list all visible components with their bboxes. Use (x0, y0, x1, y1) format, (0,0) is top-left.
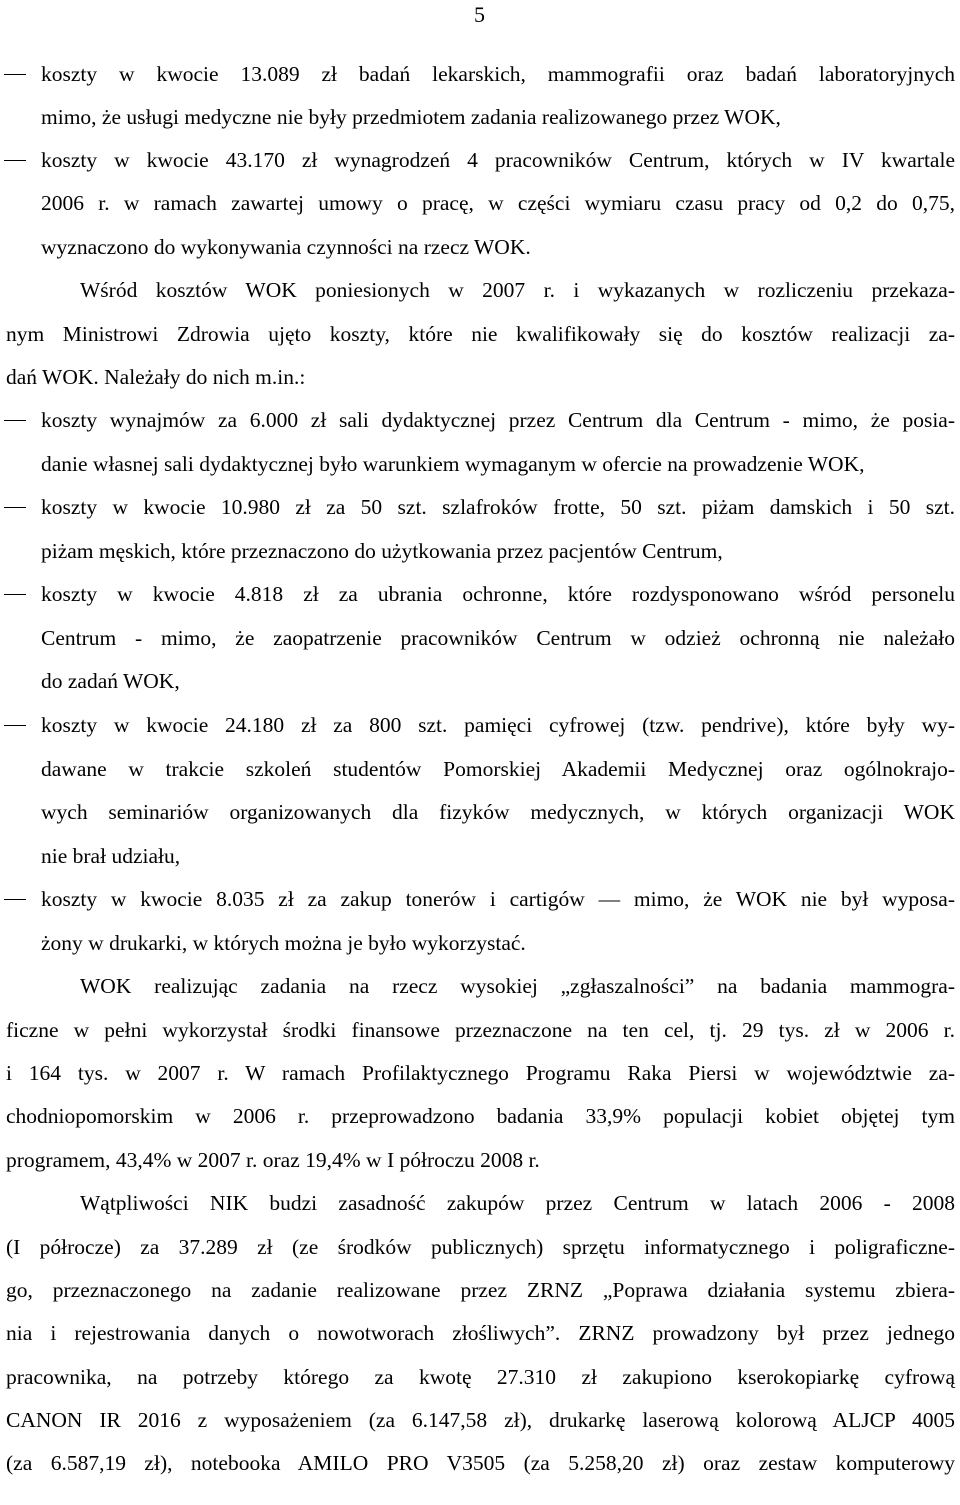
line-text: koszty wynajmów za 6.000 zł sali dydaktycznej przez Centrum dla Centrum - mimo, że posia- (41, 408, 955, 432)
line-text: wyznaczono do wykonywania czynności na rzecz WOK. (41, 235, 531, 259)
list-dash (4, 507, 26, 508)
list-dash (4, 899, 26, 900)
line-text: nie brał udziału, (41, 844, 181, 868)
line-text: WOK realizując zadania na rzecz wysokiej „zgłaszalności” na badania mammogra- (80, 974, 955, 998)
line-text: piżam męskich, które przeznaczono do użytkowania przez pacjentów Centrum, (41, 539, 723, 563)
line-text: nym Ministrowi Zdrowia ujęto koszty, które nie kwalifikowały się do kosztów realizacji za- (6, 322, 955, 346)
text-line (0, 841, 960, 871)
line-text: dań WOK. Należały do nich m.in.: (6, 365, 306, 389)
text-line (0, 928, 960, 958)
text-line (0, 492, 960, 522)
text-line (0, 797, 960, 827)
list-dash (4, 594, 26, 595)
text-line (0, 1188, 960, 1218)
line-text: koszty w kwocie 8.035 zł za zakup tonerów i cartigów — mimo, że WOK nie był wyposa- (41, 887, 955, 911)
text-line (0, 536, 960, 566)
text-line (0, 59, 960, 89)
line-text: (I półrocze) za 37.289 zł (ze środków publicznych) sprzętu informatycznego i poligraficzne- (6, 1235, 955, 1259)
text-line (0, 666, 960, 696)
text-line (0, 145, 960, 175)
line-text: wych seminariów organizowanych dla fizyków medycznych, w których organizacji WOK (41, 800, 955, 824)
line-text: koszty w kwocie 43.170 zł wynagrodzeń 4 pracowników Centrum, których w IV kwartale (41, 148, 955, 172)
line-text: danie własnej sali dydaktycznej było warunkiem wymaganym w ofercie na prowadzenie WOK, (41, 452, 865, 476)
line-text: ficzne w pełni wykorzystał środki finansowe przeznaczone na ten cel, tj. 29 tys. zł w 2006 r. (6, 1018, 955, 1042)
text-line (0, 623, 960, 653)
line-text: pracownika, na potrzeby którego za kwotę 27.310 zł zakupiono kserokopiarkę cyfrową (6, 1365, 955, 1389)
line-text: dawane w trakcie szkoleń studentów Pomorskiej Akademii Medycznej oraz ogólnokrajo- (41, 757, 955, 781)
line-text: go, przeznaczonego na zadanie realizowane przez ZRNZ „Poprawa działania systemu zbiera- (6, 1278, 955, 1302)
text-line (0, 1058, 960, 1088)
line-text: do zadań WOK, (41, 669, 180, 693)
line-text: koszty w kwocie 4.818 zł za ubrania ochronne, które rozdysponowano wśród personelu (41, 582, 955, 606)
line-text: Wśród kosztów WOK poniesionych w 2007 r. i wykazanych w rozliczeniu przekaza- (80, 278, 955, 302)
line-text: 2006 r. w ramach zawartej umowy o pracę, w części wymiaru czasu pracy od 0,2 do 0,75, (41, 191, 955, 215)
line-text: Wątpliwości NIK budzi zasadność zakupów przez Centrum w latach 2006 - 2008 (80, 1191, 955, 1215)
text-line (0, 971, 960, 1001)
text-line (0, 362, 960, 392)
line-text: koszty w kwocie 13.089 zł badań lekarskich, mammografii oraz badań laboratoryjnych (41, 62, 955, 86)
list-dash (4, 160, 26, 161)
list-dash (4, 725, 26, 726)
text-line (0, 754, 960, 784)
text-line (0, 579, 960, 609)
text-line (0, 405, 960, 435)
line-text: koszty w kwocie 10.980 zł za 50 szt. szlafroków frotte, 50 szt. piżam damskich i 50 szt. (41, 495, 955, 519)
text-line (0, 1101, 960, 1131)
text-line (0, 1232, 960, 1262)
text-line (0, 884, 960, 914)
text-line (0, 1318, 960, 1348)
line-text: nia i rejestrowania danych o nowotworach złośliwych”. ZRNZ prowadzony był przez jednego (6, 1321, 955, 1345)
line-text: Centrum - mimo, że zaopatrzenie pracowników Centrum w odzież ochronną nie należało (41, 626, 955, 650)
line-text: programem, 43,4% w 2007 r. oraz 19,4% w I półroczu 2008 r. (6, 1148, 540, 1172)
text-line (0, 449, 960, 479)
text-line (0, 275, 960, 305)
text-line (0, 1362, 960, 1392)
list-dash (4, 420, 26, 421)
line-text: mimo, że usługi medyczne nie były przedmiotem zadania realizowanego przez WOK, (41, 105, 781, 129)
text-line (0, 1448, 960, 1478)
text-line (0, 319, 960, 349)
line-text: i 164 tys. w 2007 r. W ramach Profilaktycznego Programu Raka Piersi w województwie za- (6, 1061, 955, 1085)
line-text: CANON IR 2016 z wyposażeniem (za 6.147,58 zł), drukarkę laserową kolorową ALJCP 4005 (6, 1408, 955, 1432)
text-line (0, 102, 960, 132)
text-line (0, 188, 960, 218)
line-text: żony w drukarki, w których można je było wykorzystać. (41, 931, 526, 955)
line-text: (za 6.587,19 zł), notebooka AMILO PRO V3505 (za 5.258,20 zł) oraz zestaw komputerowy (6, 1451, 955, 1475)
line-text: chodniopomorskim w 2006 r. przeprowadzono badania 33,9% populacji kobiet objętej tym (6, 1104, 955, 1128)
page-number: 5 (474, 2, 485, 27)
text-line (0, 1145, 960, 1175)
text-line (0, 710, 960, 740)
text-line (0, 1275, 960, 1305)
text-line (0, 1015, 960, 1045)
line-text: koszty w kwocie 24.180 zł za 800 szt. pamięci cyfrowej (tzw. pendrive), które były wy- (41, 713, 955, 737)
text-line (0, 1405, 960, 1435)
list-dash (4, 74, 26, 75)
text-line (0, 232, 960, 262)
